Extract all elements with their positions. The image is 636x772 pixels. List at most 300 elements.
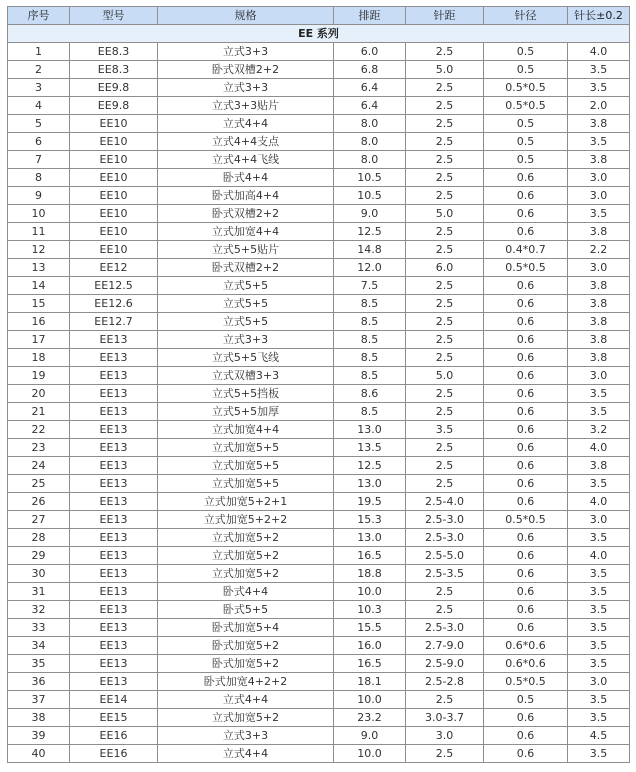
cell-model: EE13 bbox=[70, 385, 158, 403]
section-row bbox=[8, 25, 630, 43]
cell-pin-diameter: 0.6 bbox=[484, 601, 568, 619]
cell-index: 34 bbox=[8, 637, 70, 655]
cell-pin-diameter: 0.6 bbox=[484, 277, 568, 295]
cell-row-pitch: 10.3 bbox=[334, 601, 406, 619]
cell-model: EE16 bbox=[70, 745, 158, 763]
cell-index: 35 bbox=[8, 655, 70, 673]
cell-pin-length: 3.5 bbox=[568, 475, 630, 493]
cell-pin-diameter: 0.5*0.5 bbox=[484, 79, 568, 97]
cell-pin-length: 3.5 bbox=[568, 637, 630, 655]
cell-row-pitch: 8.0 bbox=[334, 115, 406, 133]
cell-pin-length: 4.5 bbox=[568, 727, 630, 745]
header-row bbox=[8, 7, 630, 25]
table-row bbox=[8, 745, 630, 763]
cell-row-pitch: 8.5 bbox=[334, 295, 406, 313]
cell-pin-diameter: 0.5 bbox=[484, 151, 568, 169]
cell-model: EE13 bbox=[70, 421, 158, 439]
cell-row-pitch: 15.5 bbox=[334, 619, 406, 637]
cell-index: 12 bbox=[8, 241, 70, 259]
cell-model: EE13 bbox=[70, 367, 158, 385]
cell-row-pitch: 9.0 bbox=[334, 205, 406, 223]
cell-pin-pitch: 2.5 bbox=[406, 169, 484, 187]
table-row bbox=[8, 457, 630, 475]
cell-pin-length: 3.8 bbox=[568, 277, 630, 295]
cell-pin-pitch: 2.5 bbox=[406, 187, 484, 205]
cell-row-pitch: 6.4 bbox=[334, 79, 406, 97]
table-row bbox=[8, 511, 630, 529]
cell-pin-length: 3.5 bbox=[568, 79, 630, 97]
cell-model: EE13 bbox=[70, 403, 158, 421]
cell-pin-pitch: 2.5-5.0 bbox=[406, 547, 484, 565]
table-row bbox=[8, 79, 630, 97]
cell-index: 17 bbox=[8, 331, 70, 349]
cell-index: 29 bbox=[8, 547, 70, 565]
cell-pin-diameter: 0.6 bbox=[484, 313, 568, 331]
cell-index: 14 bbox=[8, 277, 70, 295]
table-row bbox=[8, 61, 630, 79]
cell-spec: 卧式5+5 bbox=[158, 601, 334, 619]
cell-pin-pitch: 2.5 bbox=[406, 349, 484, 367]
cell-pin-length: 3.8 bbox=[568, 151, 630, 169]
cell-pin-pitch: 2.5 bbox=[406, 457, 484, 475]
cell-pin-length: 3.8 bbox=[568, 115, 630, 133]
cell-spec: 立式5+5 bbox=[158, 295, 334, 313]
header-pin-length: 针长±0.2 bbox=[568, 7, 630, 25]
cell-model: EE13 bbox=[70, 349, 158, 367]
cell-pin-length: 3.5 bbox=[568, 385, 630, 403]
table-row bbox=[8, 547, 630, 565]
cell-pin-pitch: 6.0 bbox=[406, 259, 484, 277]
cell-pin-diameter: 0.6 bbox=[484, 187, 568, 205]
cell-index: 39 bbox=[8, 727, 70, 745]
cell-row-pitch: 8.0 bbox=[334, 151, 406, 169]
table-row bbox=[8, 619, 630, 637]
cell-spec: 卧式4+4 bbox=[158, 169, 334, 187]
cell-row-pitch: 15.3 bbox=[334, 511, 406, 529]
cell-index: 22 bbox=[8, 421, 70, 439]
cell-row-pitch: 16.5 bbox=[334, 655, 406, 673]
cell-pin-pitch: 5.0 bbox=[406, 205, 484, 223]
cell-pin-pitch: 2.5-3.0 bbox=[406, 619, 484, 637]
cell-model: EE12.7 bbox=[70, 313, 158, 331]
cell-pin-length: 3.5 bbox=[568, 133, 630, 151]
cell-row-pitch: 19.5 bbox=[334, 493, 406, 511]
cell-pin-length: 3.0 bbox=[568, 169, 630, 187]
table-row bbox=[8, 259, 630, 277]
cell-pin-diameter: 0.6 bbox=[484, 547, 568, 565]
cell-index: 5 bbox=[8, 115, 70, 133]
cell-pin-diameter: 0.6 bbox=[484, 727, 568, 745]
cell-pin-length: 4.0 bbox=[568, 547, 630, 565]
table-row bbox=[8, 169, 630, 187]
cell-index: 37 bbox=[8, 691, 70, 709]
cell-pin-length: 2.0 bbox=[568, 97, 630, 115]
cell-row-pitch: 12.5 bbox=[334, 223, 406, 241]
cell-pin-length: 4.0 bbox=[568, 43, 630, 61]
cell-pin-pitch: 5.0 bbox=[406, 367, 484, 385]
cell-pin-pitch: 2.5 bbox=[406, 97, 484, 115]
cell-spec: 立式加宽5+2+1 bbox=[158, 493, 334, 511]
table-row bbox=[8, 205, 630, 223]
cell-pin-diameter: 0.5 bbox=[484, 61, 568, 79]
table-row bbox=[8, 655, 630, 673]
cell-pin-length: 3.2 bbox=[568, 421, 630, 439]
spec-table bbox=[7, 6, 630, 763]
cell-pin-diameter: 0.5 bbox=[484, 691, 568, 709]
cell-pin-diameter: 0.6 bbox=[484, 421, 568, 439]
cell-model: EE10 bbox=[70, 241, 158, 259]
cell-pin-length: 3.5 bbox=[568, 403, 630, 421]
cell-index: 13 bbox=[8, 259, 70, 277]
cell-index: 10 bbox=[8, 205, 70, 223]
cell-spec: 卧式加高4+4 bbox=[158, 187, 334, 205]
cell-row-pitch: 12.5 bbox=[334, 457, 406, 475]
cell-model: EE14 bbox=[70, 691, 158, 709]
cell-index: 16 bbox=[8, 313, 70, 331]
cell-model: EE13 bbox=[70, 547, 158, 565]
cell-spec: 立式加宽5+5 bbox=[158, 439, 334, 457]
cell-index: 2 bbox=[8, 61, 70, 79]
cell-pin-diameter: 0.6 bbox=[484, 439, 568, 457]
cell-pin-pitch: 2.5 bbox=[406, 241, 484, 259]
cell-model: EE13 bbox=[70, 439, 158, 457]
cell-pin-length: 3.8 bbox=[568, 313, 630, 331]
cell-row-pitch: 18.1 bbox=[334, 673, 406, 691]
cell-pin-length: 3.0 bbox=[568, 259, 630, 277]
cell-spec: 立式5+5挡板 bbox=[158, 385, 334, 403]
cell-pin-diameter: 0.5 bbox=[484, 43, 568, 61]
cell-pin-pitch: 5.0 bbox=[406, 61, 484, 79]
table-row bbox=[8, 691, 630, 709]
table-row bbox=[8, 583, 630, 601]
cell-pin-length: 3.5 bbox=[568, 691, 630, 709]
cell-pin-length: 3.5 bbox=[568, 205, 630, 223]
cell-pin-length: 3.8 bbox=[568, 331, 630, 349]
cell-spec: 立式4+4飞线 bbox=[158, 151, 334, 169]
cell-pin-diameter: 0.6 bbox=[484, 619, 568, 637]
cell-index: 19 bbox=[8, 367, 70, 385]
cell-model: EE13 bbox=[70, 619, 158, 637]
cell-pin-length: 3.0 bbox=[568, 367, 630, 385]
cell-row-pitch: 8.0 bbox=[334, 133, 406, 151]
header-row-pitch: 排距 bbox=[334, 7, 406, 25]
cell-index: 28 bbox=[8, 529, 70, 547]
cell-pin-length: 3.5 bbox=[568, 529, 630, 547]
table-row bbox=[8, 475, 630, 493]
cell-pin-diameter: 0.6*0.6 bbox=[484, 655, 568, 673]
cell-index: 1 bbox=[8, 43, 70, 61]
cell-row-pitch: 13.0 bbox=[334, 475, 406, 493]
cell-index: 25 bbox=[8, 475, 70, 493]
cell-pin-length: 3.5 bbox=[568, 583, 630, 601]
table-body bbox=[8, 25, 630, 763]
table-row bbox=[8, 637, 630, 655]
cell-pin-diameter: 0.6 bbox=[484, 223, 568, 241]
cell-row-pitch: 23.2 bbox=[334, 709, 406, 727]
table-row bbox=[8, 133, 630, 151]
cell-row-pitch: 10.5 bbox=[334, 169, 406, 187]
cell-pin-length: 3.5 bbox=[568, 565, 630, 583]
table-row bbox=[8, 223, 630, 241]
cell-index: 23 bbox=[8, 439, 70, 457]
cell-index: 8 bbox=[8, 169, 70, 187]
cell-pin-pitch: 2.5 bbox=[406, 295, 484, 313]
cell-row-pitch: 13.5 bbox=[334, 439, 406, 457]
cell-pin-diameter: 0.6 bbox=[484, 403, 568, 421]
cell-pin-length: 3.5 bbox=[568, 709, 630, 727]
cell-pin-pitch: 2.5 bbox=[406, 277, 484, 295]
cell-row-pitch: 10.0 bbox=[334, 691, 406, 709]
cell-row-pitch: 8.5 bbox=[334, 349, 406, 367]
cell-spec: 立式加宽5+5 bbox=[158, 475, 334, 493]
cell-index: 18 bbox=[8, 349, 70, 367]
cell-pin-length: 3.8 bbox=[568, 349, 630, 367]
cell-pin-pitch: 2.5-3.0 bbox=[406, 511, 484, 529]
cell-spec: 立式3+3贴片 bbox=[158, 97, 334, 115]
cell-pin-pitch: 2.5-2.8 bbox=[406, 673, 484, 691]
cell-pin-diameter: 0.6 bbox=[484, 565, 568, 583]
table-row bbox=[8, 709, 630, 727]
cell-pin-diameter: 0.6 bbox=[484, 349, 568, 367]
header-pin-diameter: 针径 bbox=[484, 7, 568, 25]
cell-model: EE13 bbox=[70, 565, 158, 583]
cell-pin-length: 3.5 bbox=[568, 655, 630, 673]
cell-pin-diameter: 0.5*0.5 bbox=[484, 259, 568, 277]
table-row bbox=[8, 439, 630, 457]
cell-spec: 立式4+4 bbox=[158, 691, 334, 709]
cell-row-pitch: 10.5 bbox=[334, 187, 406, 205]
cell-model: EE13 bbox=[70, 493, 158, 511]
cell-spec: 立式加宽4+4 bbox=[158, 421, 334, 439]
cell-pin-length: 3.0 bbox=[568, 511, 630, 529]
cell-pin-pitch: 3.0-3.7 bbox=[406, 709, 484, 727]
cell-pin-diameter: 0.6 bbox=[484, 457, 568, 475]
cell-spec: 卧式加宽5+4 bbox=[158, 619, 334, 637]
cell-pin-diameter: 0.6 bbox=[484, 493, 568, 511]
cell-spec: 立式4+4 bbox=[158, 115, 334, 133]
cell-pin-diameter: 0.6*0.6 bbox=[484, 637, 568, 655]
cell-model: EE13 bbox=[70, 655, 158, 673]
cell-pin-pitch: 2.5-3.0 bbox=[406, 529, 484, 547]
cell-pin-length: 3.5 bbox=[568, 619, 630, 637]
cell-index: 20 bbox=[8, 385, 70, 403]
cell-pin-diameter: 0.6 bbox=[484, 385, 568, 403]
cell-index: 4 bbox=[8, 97, 70, 115]
cell-pin-diameter: 0.5*0.5 bbox=[484, 511, 568, 529]
table-row bbox=[8, 565, 630, 583]
cell-row-pitch: 7.5 bbox=[334, 277, 406, 295]
cell-index: 38 bbox=[8, 709, 70, 727]
cell-spec: 卧式双槽2+2 bbox=[158, 205, 334, 223]
table-row bbox=[8, 601, 630, 619]
cell-pin-pitch: 2.5 bbox=[406, 403, 484, 421]
cell-spec: 卧式双槽2+2 bbox=[158, 259, 334, 277]
cell-row-pitch: 18.8 bbox=[334, 565, 406, 583]
cell-model: EE13 bbox=[70, 673, 158, 691]
cell-row-pitch: 9.0 bbox=[334, 727, 406, 745]
cell-model: EE10 bbox=[70, 151, 158, 169]
cell-index: 31 bbox=[8, 583, 70, 601]
cell-row-pitch: 8.5 bbox=[334, 313, 406, 331]
cell-model: EE15 bbox=[70, 709, 158, 727]
table-row bbox=[8, 277, 630, 295]
cell-pin-diameter: 0.5*0.5 bbox=[484, 673, 568, 691]
cell-index: 6 bbox=[8, 133, 70, 151]
cell-pin-pitch: 2.5 bbox=[406, 223, 484, 241]
cell-index: 32 bbox=[8, 601, 70, 619]
header-model: 型号 bbox=[70, 7, 158, 25]
cell-model: EE10 bbox=[70, 133, 158, 151]
cell-spec: 卧式4+4 bbox=[158, 583, 334, 601]
cell-model: EE12.6 bbox=[70, 295, 158, 313]
cell-spec: 立式加宽5+2 bbox=[158, 565, 334, 583]
table-row bbox=[8, 727, 630, 745]
cell-pin-length: 3.5 bbox=[568, 745, 630, 763]
table-row bbox=[8, 241, 630, 259]
cell-pin-diameter: 0.5 bbox=[484, 133, 568, 151]
cell-row-pitch: 16.0 bbox=[334, 637, 406, 655]
table-row bbox=[8, 331, 630, 349]
cell-row-pitch: 10.0 bbox=[334, 583, 406, 601]
cell-pin-diameter: 0.6 bbox=[484, 367, 568, 385]
cell-row-pitch: 14.8 bbox=[334, 241, 406, 259]
cell-model: EE9.8 bbox=[70, 97, 158, 115]
cell-pin-pitch: 2.5 bbox=[406, 385, 484, 403]
cell-pin-length: 3.8 bbox=[568, 223, 630, 241]
cell-index: 21 bbox=[8, 403, 70, 421]
cell-spec: 立式双槽3+3 bbox=[158, 367, 334, 385]
cell-row-pitch: 13.0 bbox=[334, 529, 406, 547]
cell-pin-pitch: 2.7-9.0 bbox=[406, 637, 484, 655]
cell-pin-diameter: 0.6 bbox=[484, 529, 568, 547]
cell-model: EE8.3 bbox=[70, 61, 158, 79]
cell-model: EE13 bbox=[70, 583, 158, 601]
cell-pin-diameter: 0.6 bbox=[484, 709, 568, 727]
table-row bbox=[8, 349, 630, 367]
cell-model: EE13 bbox=[70, 475, 158, 493]
cell-spec: 立式加宽5+2+2 bbox=[158, 511, 334, 529]
cell-model: EE13 bbox=[70, 601, 158, 619]
cell-pin-pitch: 3.5 bbox=[406, 421, 484, 439]
cell-model: EE10 bbox=[70, 187, 158, 205]
cell-index: 26 bbox=[8, 493, 70, 511]
cell-pin-diameter: 0.6 bbox=[484, 583, 568, 601]
table-row bbox=[8, 673, 630, 691]
cell-model: EE13 bbox=[70, 331, 158, 349]
cell-pin-diameter: 0.5*0.5 bbox=[484, 97, 568, 115]
cell-model: EE10 bbox=[70, 115, 158, 133]
header-spec: 规格 bbox=[158, 7, 334, 25]
cell-pin-diameter: 0.5 bbox=[484, 115, 568, 133]
cell-pin-pitch: 2.5 bbox=[406, 331, 484, 349]
cell-spec: 立式加宽4+4 bbox=[158, 223, 334, 241]
table-row bbox=[8, 367, 630, 385]
cell-pin-length: 3.5 bbox=[568, 61, 630, 79]
cell-row-pitch: 6.4 bbox=[334, 97, 406, 115]
cell-spec: 立式加宽5+5 bbox=[158, 457, 334, 475]
cell-spec: 立式加宽5+2 bbox=[158, 547, 334, 565]
table-row bbox=[8, 115, 630, 133]
cell-pin-pitch: 2.5 bbox=[406, 133, 484, 151]
cell-model: EE10 bbox=[70, 223, 158, 241]
cell-model: EE12.5 bbox=[70, 277, 158, 295]
table-row bbox=[8, 43, 630, 61]
cell-index: 15 bbox=[8, 295, 70, 313]
cell-pin-pitch: 2.5 bbox=[406, 745, 484, 763]
cell-pin-pitch: 2.5 bbox=[406, 601, 484, 619]
cell-model: EE13 bbox=[70, 457, 158, 475]
cell-pin-pitch: 2.5-3.5 bbox=[406, 565, 484, 583]
cell-spec: 立式加宽5+2 bbox=[158, 529, 334, 547]
cell-spec: 立式5+5加厚 bbox=[158, 403, 334, 421]
cell-pin-pitch: 2.5-4.0 bbox=[406, 493, 484, 511]
table-row bbox=[8, 493, 630, 511]
cell-pin-pitch: 2.5 bbox=[406, 313, 484, 331]
cell-row-pitch: 6.8 bbox=[334, 61, 406, 79]
cell-row-pitch: 8.5 bbox=[334, 403, 406, 421]
cell-index: 24 bbox=[8, 457, 70, 475]
cell-pin-length: 3.8 bbox=[568, 457, 630, 475]
cell-index: 40 bbox=[8, 745, 70, 763]
table-row bbox=[8, 403, 630, 421]
table-row bbox=[8, 295, 630, 313]
cell-index: 33 bbox=[8, 619, 70, 637]
cell-index: 7 bbox=[8, 151, 70, 169]
cell-model: EE16 bbox=[70, 727, 158, 745]
cell-pin-length: 3.8 bbox=[568, 295, 630, 313]
cell-spec: 立式4+4支点 bbox=[158, 133, 334, 151]
cell-row-pitch: 16.5 bbox=[334, 547, 406, 565]
cell-model: EE13 bbox=[70, 511, 158, 529]
cell-pin-diameter: 0.6 bbox=[484, 169, 568, 187]
cell-spec: 立式5+5贴片 bbox=[158, 241, 334, 259]
table-row bbox=[8, 187, 630, 205]
cell-pin-pitch: 2.5 bbox=[406, 439, 484, 457]
cell-index: 30 bbox=[8, 565, 70, 583]
cell-pin-diameter: 0.6 bbox=[484, 295, 568, 313]
cell-spec: 立式3+3 bbox=[158, 727, 334, 745]
table-row bbox=[8, 421, 630, 439]
cell-spec: 卧式加宽4+2+2 bbox=[158, 673, 334, 691]
cell-spec: 立式5+5 bbox=[158, 277, 334, 295]
cell-model: EE8.3 bbox=[70, 43, 158, 61]
cell-row-pitch: 8.5 bbox=[334, 367, 406, 385]
table-row bbox=[8, 313, 630, 331]
cell-pin-diameter: 0.6 bbox=[484, 205, 568, 223]
cell-spec: 立式3+3 bbox=[158, 79, 334, 97]
table-row bbox=[8, 151, 630, 169]
section-title: EE 系列 bbox=[8, 25, 630, 43]
cell-model: EE12 bbox=[70, 259, 158, 277]
cell-pin-diameter: 0.6 bbox=[484, 745, 568, 763]
cell-pin-length: 3.0 bbox=[568, 187, 630, 205]
cell-pin-diameter: 0.6 bbox=[484, 475, 568, 493]
cell-pin-diameter: 0.6 bbox=[484, 331, 568, 349]
cell-pin-pitch: 2.5 bbox=[406, 115, 484, 133]
cell-index: 11 bbox=[8, 223, 70, 241]
cell-spec: 卧式加宽5+2 bbox=[158, 637, 334, 655]
cell-pin-length: 4.0 bbox=[568, 493, 630, 511]
cell-model: EE13 bbox=[70, 529, 158, 547]
table-row bbox=[8, 529, 630, 547]
cell-model: EE9.8 bbox=[70, 79, 158, 97]
cell-pin-length: 4.0 bbox=[568, 439, 630, 457]
cell-row-pitch: 10.0 bbox=[334, 745, 406, 763]
cell-pin-pitch: 3.0 bbox=[406, 727, 484, 745]
cell-row-pitch: 6.0 bbox=[334, 43, 406, 61]
cell-pin-length: 3.5 bbox=[568, 601, 630, 619]
header-pin-pitch: 针距 bbox=[406, 7, 484, 25]
